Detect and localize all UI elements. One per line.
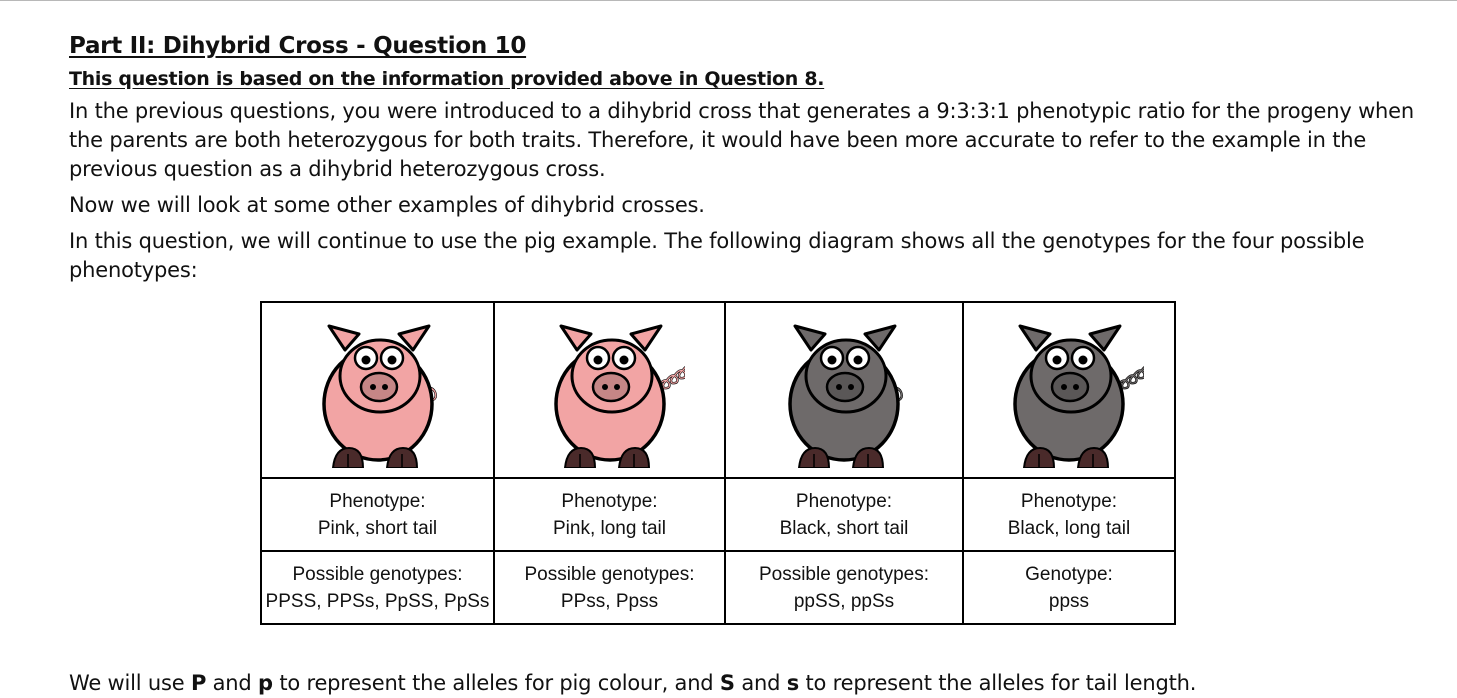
text-span: to represent the alleles for tail length. xyxy=(799,671,1197,695)
genotype-label: Possible genotypes: xyxy=(292,563,463,585)
black-short-tail-pig-icon xyxy=(769,312,919,468)
genotype-value: PPSS, PPSs, PpSS, PpSs xyxy=(265,590,490,612)
phenotype-cell xyxy=(725,478,963,551)
intro-paragraph: In the previous questions, you were introduced to a dihybrid cross that generates a 9:3:3:1 phenotypic ratio for the progeny when the parents are both heterozygous for both traits. Therefore, it would have been more accurate to refer to the example in the previous question as a dihybrid heterozygous cross. xyxy=(69,99,1414,181)
phenotype-label: Phenotype: xyxy=(1020,490,1118,512)
genotype-cell xyxy=(261,551,494,624)
allele-symbol: P xyxy=(190,671,207,695)
text-span: and xyxy=(734,671,787,695)
genotype-cell xyxy=(725,551,963,624)
pig-image-row xyxy=(261,302,1175,478)
genotype-cell xyxy=(963,551,1175,624)
phenotype-cell xyxy=(963,478,1175,551)
allele-symbol: s xyxy=(786,671,800,695)
phenotype-row xyxy=(261,478,1175,551)
pig-image-cell xyxy=(494,302,725,478)
genotype-label: Possible genotypes: xyxy=(758,563,930,585)
text-span: and xyxy=(206,671,258,695)
top-divider xyxy=(0,0,1457,1)
allele-symbol: p xyxy=(258,671,273,695)
phenotype-label: Phenotype: xyxy=(795,490,893,512)
text-span: to represent the alleles for pig colour, and xyxy=(272,671,720,695)
phenotype-value: Pink, long tail xyxy=(552,517,666,539)
genotype-label: Genotype: xyxy=(1025,563,1113,585)
pig-image-cell xyxy=(261,302,494,478)
phenotype-cell xyxy=(261,478,494,551)
phenotype-genotype-table xyxy=(260,301,1176,625)
black-long-tail-pig-icon xyxy=(994,312,1144,468)
genotype-value: ppSS, ppSs xyxy=(793,590,895,612)
phenotype-value: Pink, short tail xyxy=(317,517,438,539)
phenotype-value: Black, long tail xyxy=(1007,517,1131,539)
text-span: We will use xyxy=(69,671,191,695)
pink-short-tail-pig-icon xyxy=(303,312,453,468)
allele-symbol: S xyxy=(719,671,735,695)
question-subheading: This question is based on the information provided above in Question 8. xyxy=(69,68,825,90)
genotype-label: Possible genotypes: xyxy=(524,563,695,585)
genotype-value: ppss xyxy=(1048,590,1090,612)
phenotype-label: Phenotype: xyxy=(329,490,426,512)
genotype-cell xyxy=(494,551,725,624)
question-content xyxy=(69,30,1439,285)
genotype-row xyxy=(261,551,1175,624)
phenotype-value: Black, short tail xyxy=(779,517,909,539)
pink-long-tail-pig-icon xyxy=(535,312,685,468)
diagram-intro-paragraph: In this question, we will continue to use the pig example. The following diagram shows all the genotypes for the four possible phenotypes: xyxy=(69,229,1365,282)
phenotype-label: Phenotype: xyxy=(561,490,658,512)
genotype-value: PPss, Ppss xyxy=(560,590,659,612)
pig-image-cell xyxy=(725,302,963,478)
pig-image-cell xyxy=(963,302,1175,478)
question-heading: Part II: Dihybrid Cross - Question 10 xyxy=(69,33,527,59)
examples-paragraph: Now we will look at some other examples of dihybrid crosses. xyxy=(69,193,705,217)
phenotype-cell xyxy=(494,478,725,551)
